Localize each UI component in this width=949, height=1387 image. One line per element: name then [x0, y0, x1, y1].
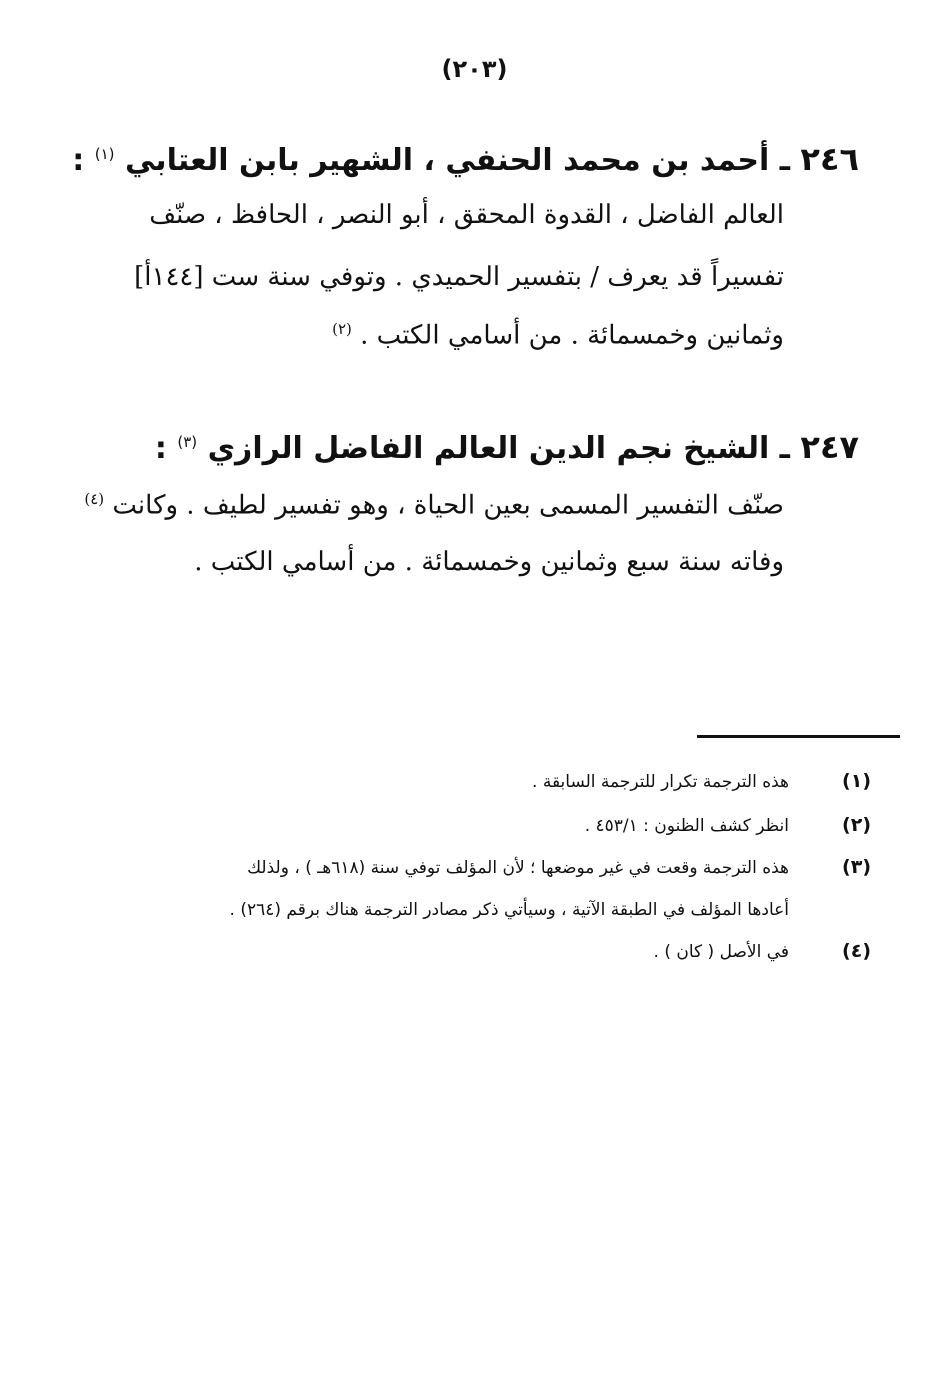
heading-colon: :	[72, 143, 85, 178]
footnote-text: هذه الترجمة تكرار للترجمة السابقة .	[532, 772, 789, 792]
footnote-text: انظر كشف الظنون : ٤٥٣/١ .	[584, 816, 789, 836]
page-number: (٢٠٣)	[441, 55, 508, 83]
footnote-marker: (٢)	[842, 814, 871, 836]
entry-line-text: وثمانين وخمسمائة . من أسامي الكتب .	[360, 320, 784, 351]
entry-line	[84, 490, 784, 522]
footnote-text: هذه الترجمة وقعت في غير موضعها ؛ لأن المؤلف توفي سنة (٦١٨هـ ) ، ولذلك	[247, 858, 789, 878]
footnote-ref: (١)	[94, 145, 115, 163]
entry-number: ٢٤٧	[800, 428, 859, 466]
entry-heading-247	[155, 428, 859, 466]
footnote-marker: (١)	[842, 770, 871, 792]
entry-title: ـ الشيخ نجم الدين العالم الفاضل الرازي	[207, 431, 790, 466]
footnote-ref: (٣)	[177, 433, 198, 451]
entry-number: ٢٤٦	[800, 140, 859, 178]
entry-line-text: صنّف التفسير المسمى بعين الحياة ، وهو تفسير لطيف . وكانت	[112, 490, 784, 521]
entry-line: وفاته سنة سبع وثمانين وخمسمائة . من أسامي الكتب .	[194, 547, 784, 577]
footnote-ref: (٤)	[84, 490, 105, 508]
footnote-text: أعادها المؤلف في الطبقة الآتية ، وسيأتي ذكر مصادر الترجمة هناك برقم (٢٦٤) .	[229, 900, 789, 920]
entry-line: تفسيراً قد يعرف / بتفسير الحميدي . وتوفي سنة ست [١٤٤أ]	[134, 262, 784, 292]
footnote-separator	[697, 735, 900, 738]
footnote-text: في الأصل ( كان ) .	[653, 942, 789, 962]
entry-line: العالم الفاضل ، القدوة المحقق ، أبو النصر ، الحافظ ، صنّف	[149, 200, 784, 230]
footnote-ref: (٢)	[332, 320, 352, 338]
entry-line	[332, 320, 784, 352]
footnote-marker: (٤)	[842, 940, 871, 962]
heading-colon: :	[154, 431, 167, 466]
entry-title: ـ أحمد بن محمد الحنفي ، الشهير بابن العتابي	[124, 143, 790, 178]
footnote-marker: (٣)	[842, 856, 871, 878]
entry-heading-246	[72, 140, 859, 178]
